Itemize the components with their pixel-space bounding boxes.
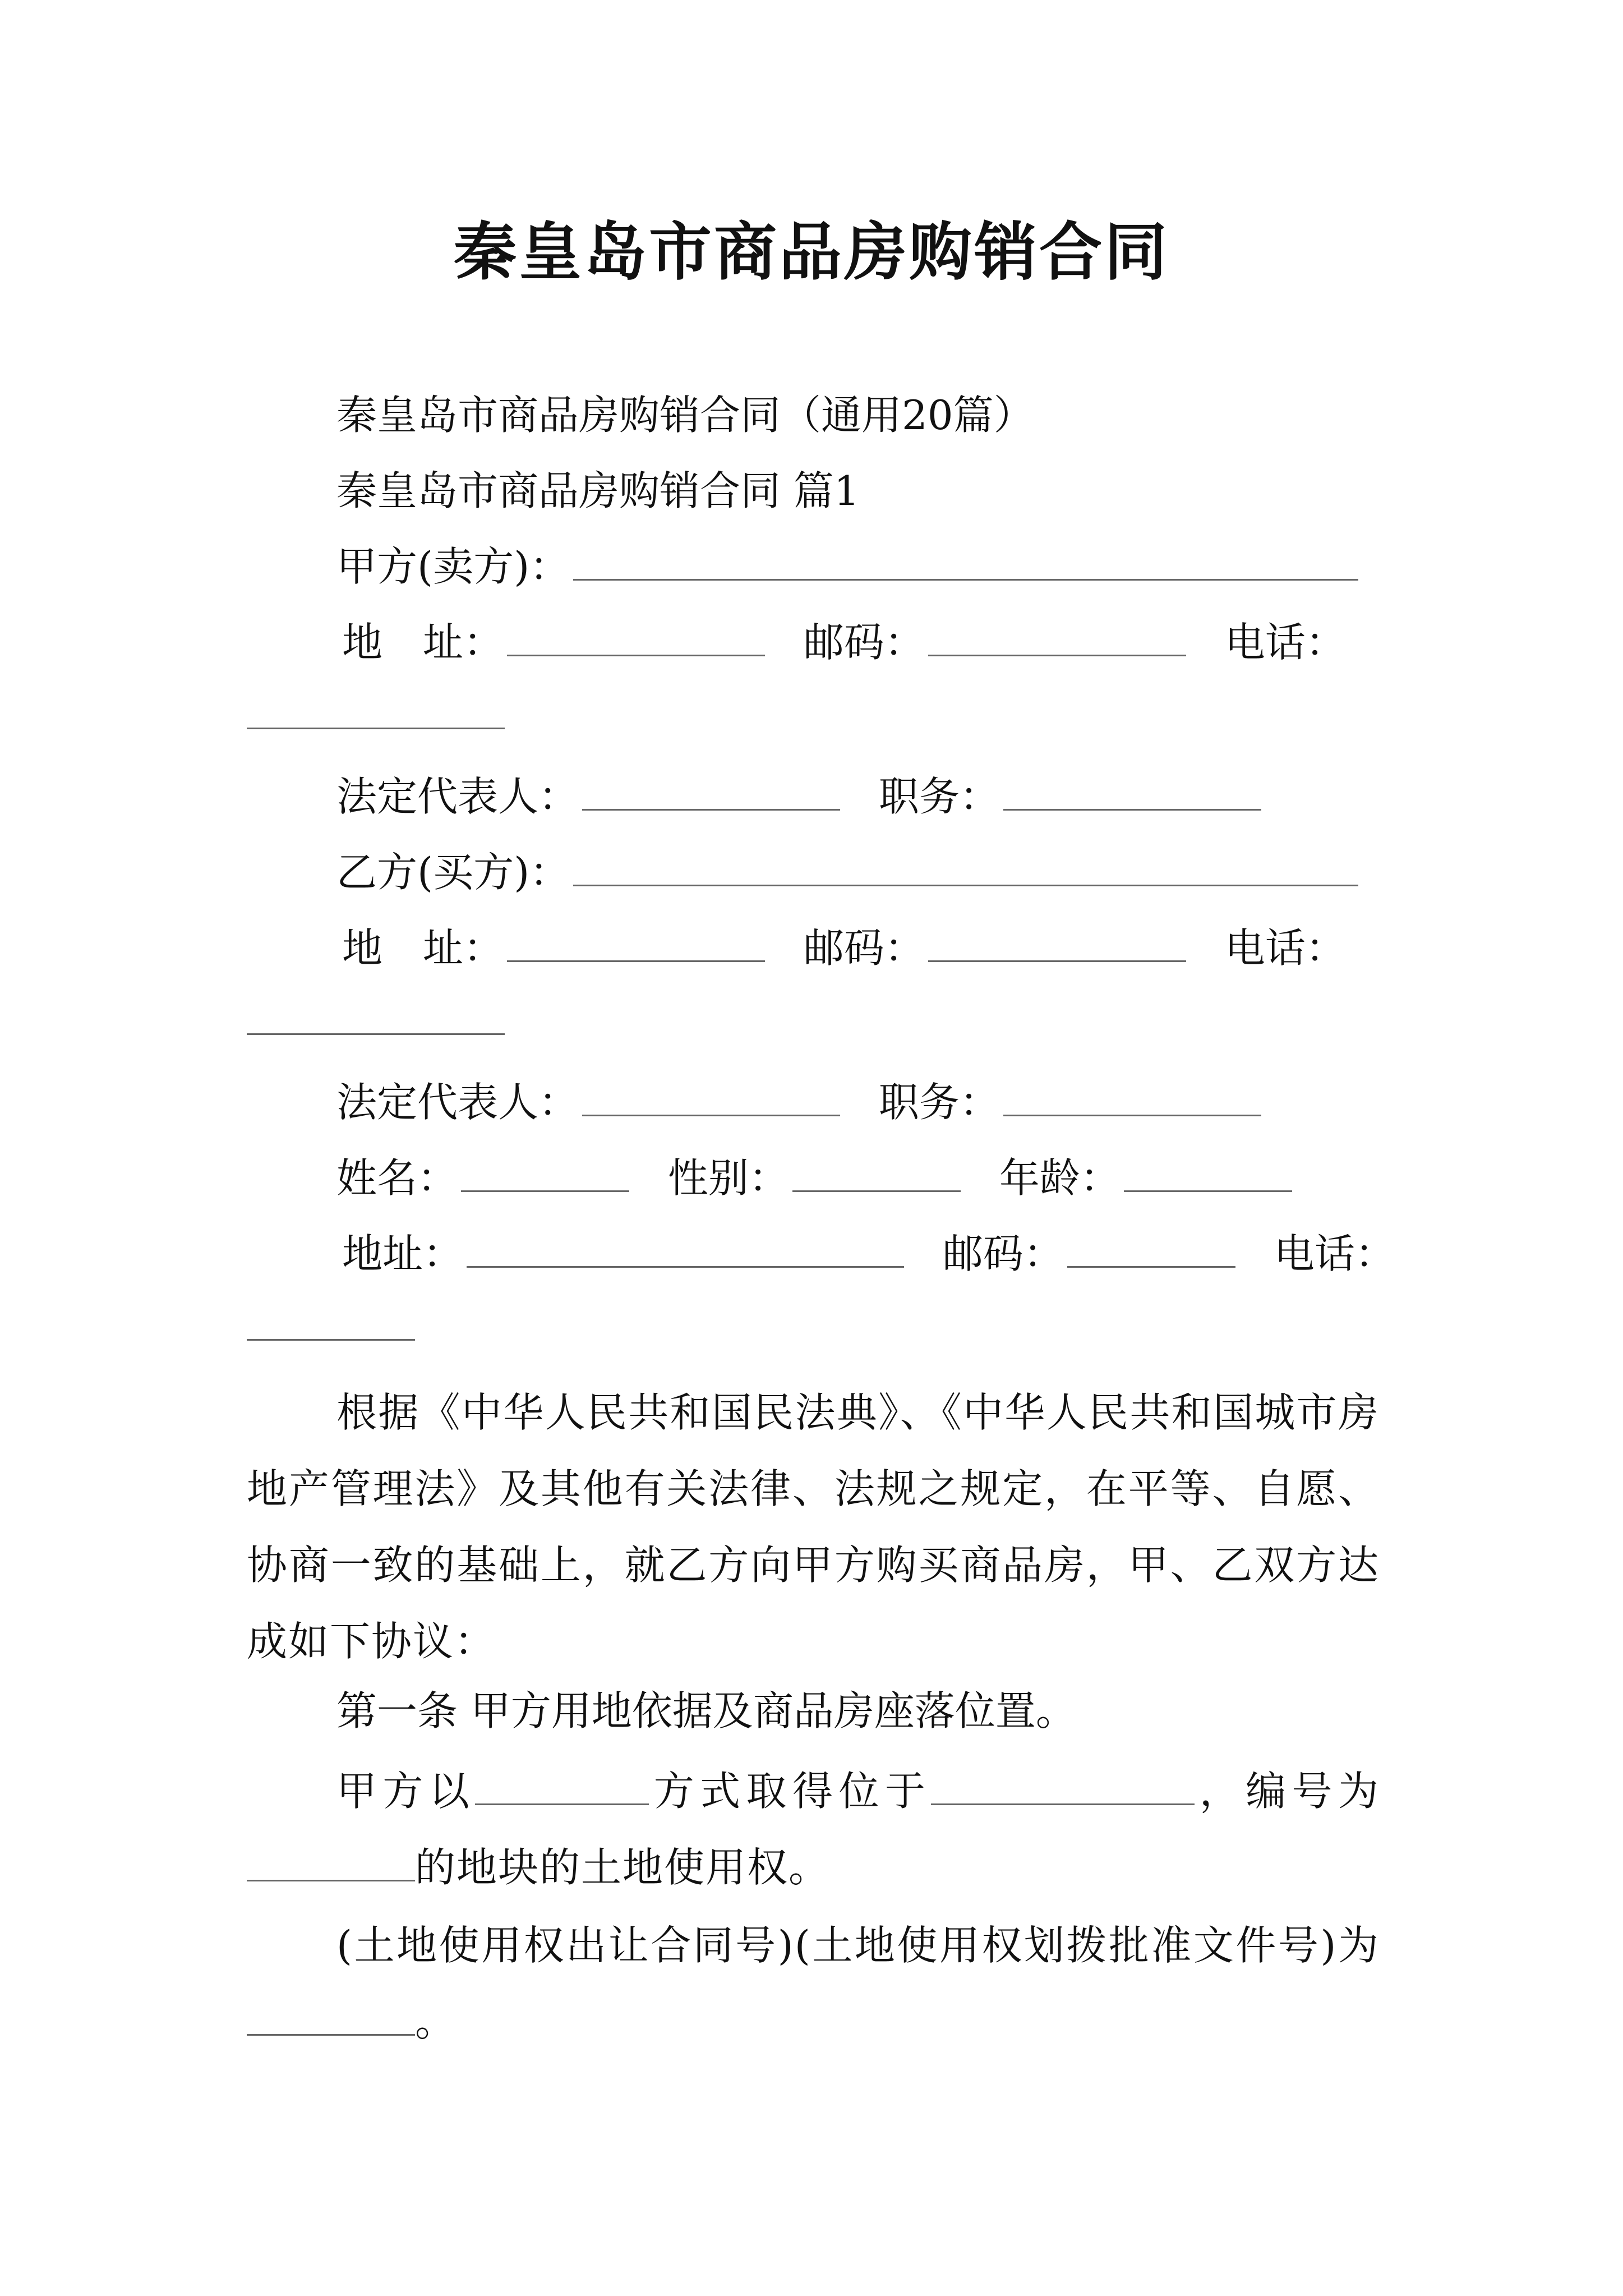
article-1-paragraph-1 — [247, 1753, 1380, 1906]
article-1-plot-number-field[interactable] — [247, 1841, 415, 1881]
party-a-phone-row — [247, 687, 505, 743]
party-a-rep-label: 法定代表人： — [336, 773, 579, 820]
party-a-address-label: 地 址： — [342, 619, 504, 666]
article-1-p1-text-d: 的地块的土地使用权。 — [415, 1844, 831, 1891]
article-1-method-field[interactable] — [475, 1764, 649, 1805]
party-b-row — [336, 844, 1362, 900]
preamble-paragraph: 根据《中华人民共和国民法典》、《中华人民共和国城市房地产管理法》及其他有关法律、法规之规定，在平等、自愿、协商一致的基础上，就乙方向甲方购买商品房，甲、乙双方达成如下协议： — [247, 1389, 1380, 1665]
party-b-phone2-field[interactable] — [247, 1300, 415, 1341]
party-b-name-label: 姓名： — [336, 1154, 458, 1202]
article-1-contract-number-field[interactable] — [247, 1995, 415, 2036]
article-1-p2-text-b: 。 — [415, 1998, 457, 2045]
party-b-postcode-label: 邮码： — [803, 924, 925, 972]
party-b-phone-label: 电话： — [1224, 924, 1346, 972]
party-b-phone2-label: 电话： — [1274, 1230, 1395, 1277]
party-b-person-row — [336, 1150, 1295, 1206]
party-b-age-field[interactable] — [1124, 1151, 1292, 1192]
party-b-gender-label: 性别： — [667, 1154, 789, 1202]
section-heading: 秦皇岛市商品房购销合同 篇1 — [336, 467, 860, 514]
party-b-postcode2-field[interactable] — [1067, 1227, 1235, 1268]
party-a-row — [336, 539, 1362, 595]
party-b-position-field[interactable] — [1003, 1075, 1261, 1116]
party-b-postcode-field[interactable] — [928, 921, 1186, 962]
party-b-name-field[interactable] — [461, 1151, 629, 1192]
party-b-address-row — [342, 1226, 1395, 1282]
article-1-title: 第一条 甲方用地依据及商品房座落位置。 — [336, 1687, 1076, 1734]
party-b-address-field[interactable] — [507, 921, 765, 962]
document-subtitle: 秦皇岛市商品房购销合同（通用20篇） — [336, 392, 1034, 439]
party-b-rep-row — [336, 1074, 1265, 1130]
party-b-age-label: 年龄： — [999, 1154, 1121, 1202]
party-a-rep-row — [336, 769, 1265, 825]
article-1-paragraph-2 — [247, 1907, 1380, 2060]
document-title: 秦皇岛市商品房购销合同 — [454, 215, 1169, 289]
article-1-p2-text-a: (土地使用权出让合同号)(土地使用权划拨批准文件号)为 — [336, 1922, 1380, 1969]
party-b-postcode2-label: 邮码： — [942, 1230, 1064, 1277]
party-b-phone-row — [247, 993, 505, 1049]
article-1-p1-text-c: ，编号为 — [1195, 1768, 1380, 1815]
party-b-field[interactable] — [573, 845, 1358, 886]
article-1-location-field[interactable] — [931, 1764, 1195, 1805]
party-b-position-label: 职务： — [878, 1079, 1000, 1126]
party-a-position-label: 职务： — [878, 773, 1000, 820]
party-a-postcode-field[interactable] — [928, 615, 1186, 656]
party-b-contact-row — [342, 920, 1346, 976]
party-b-gender-field[interactable] — [792, 1151, 961, 1192]
party-b-address2-field[interactable] — [467, 1227, 904, 1268]
party-a-address-field[interactable] — [507, 615, 765, 656]
party-b-rep-field[interactable] — [582, 1075, 840, 1116]
party-a-phone-label: 电话： — [1224, 619, 1346, 666]
article-1-p1-text-b: 方式取得位于 — [649, 1768, 932, 1815]
party-a-contact-row — [342, 614, 1346, 670]
party-a-field[interactable] — [573, 540, 1358, 581]
party-a-rep-field[interactable] — [582, 770, 840, 811]
party-b-address-label: 地 址： — [342, 924, 504, 972]
party-b-rep-label: 法定代表人： — [336, 1079, 579, 1126]
party-b-address2-label: 地址： — [342, 1230, 464, 1277]
party-b-label: 乙方(买方)： — [336, 849, 570, 896]
party-a-phone-field[interactable] — [247, 688, 505, 729]
party-a-postcode-label: 邮码： — [803, 619, 925, 666]
article-1-p1-text-a: 甲方以 — [336, 1768, 476, 1815]
party-a-position-field[interactable] — [1003, 770, 1261, 811]
party-b-phone2-row — [247, 1299, 415, 1355]
party-a-label: 甲方(卖方)： — [336, 543, 570, 590]
party-b-phone-field[interactable] — [247, 994, 505, 1035]
